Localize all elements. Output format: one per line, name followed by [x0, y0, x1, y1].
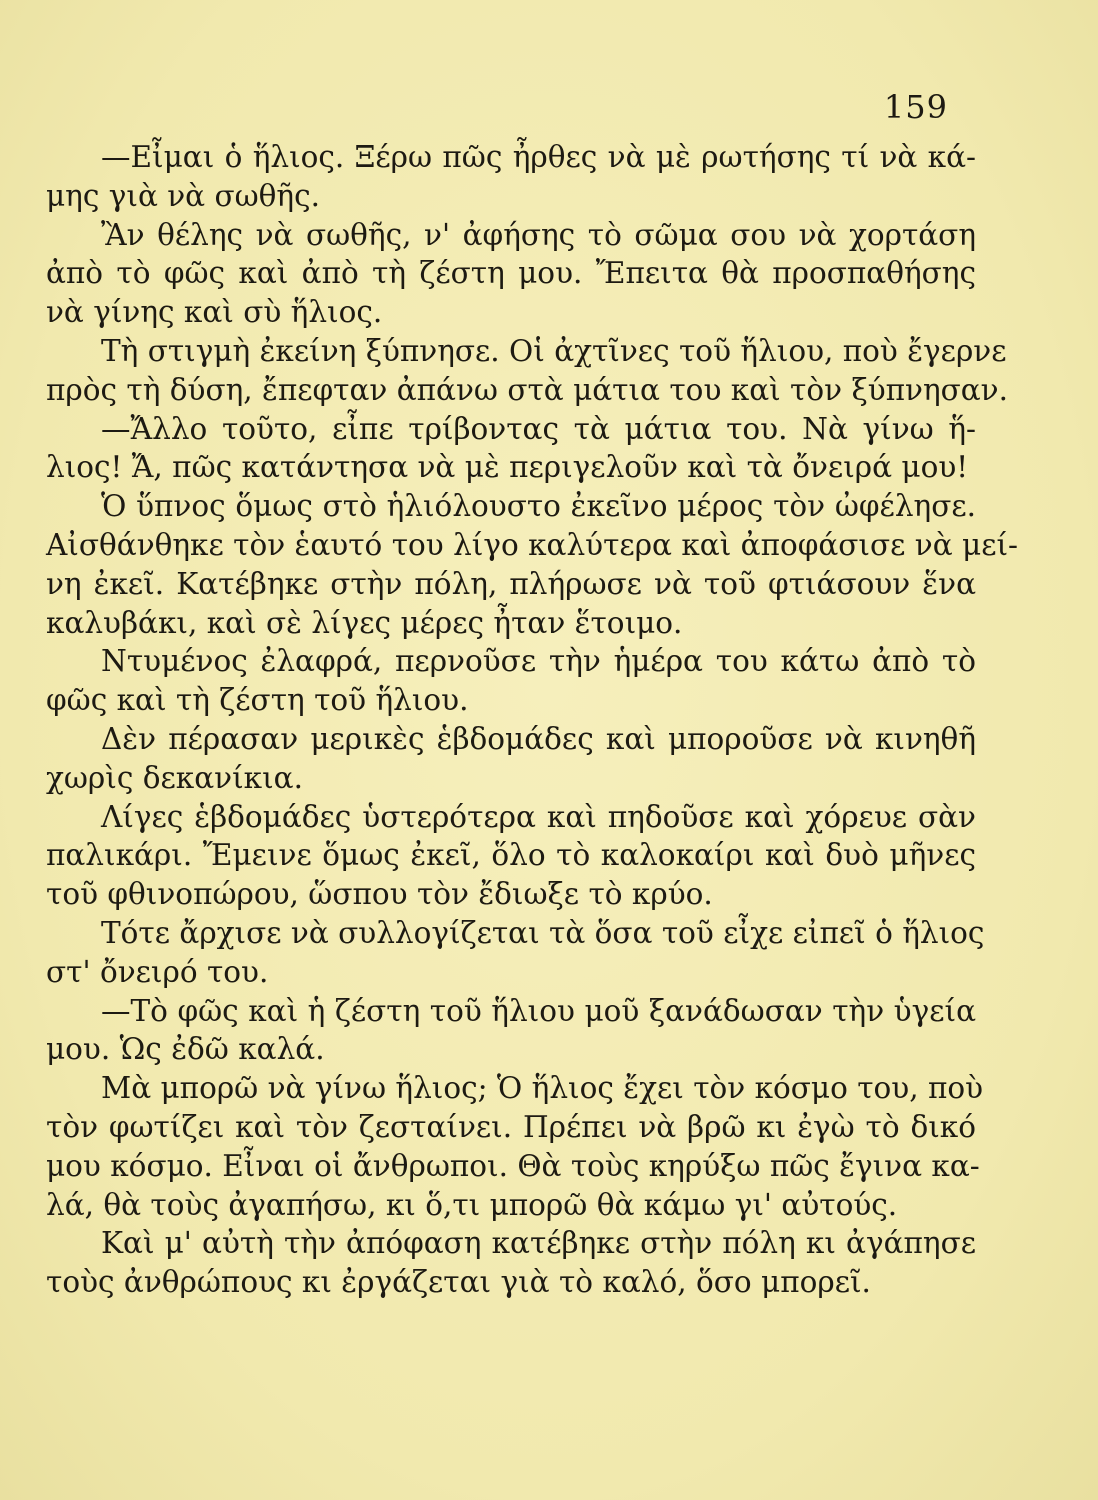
text-line: καλυβάκι, καὶ σὲ λίγες μέρες ἦταν ἕτοιμο. — [46, 605, 683, 640]
text-line: τοῦ φθινοπώρου, ὥσπου τὸν ἔδιωξε τὸ κρύο. — [46, 877, 713, 912]
text-line: Ἂν θέλης νὰ σωθῆς, ν' ἀφήσης τὸ σῶμα σου νὰ χορτάση — [101, 217, 976, 252]
text-line: —Τὸ φῶς καὶ ἡ ζέστη τοῦ ἥλιου μοῦ ξανάδωσαν τὴν ὑγεία — [101, 993, 976, 1028]
text-line: πρὸς τὴ δύση, ἔπεφταν ἀπάνω στὰ μάτια του καὶ τὸν ξύπνησαν. — [46, 372, 1008, 407]
text-line: τοὺς ἀνθρώπους κι ἐργάζεται γιὰ τὸ καλό, ὅσο μπορεῖ. — [46, 1265, 871, 1300]
text-line: ἀπὸ τὸ φῶς καὶ ἀπὸ τὴ ζέστη μου. Ἔπειτα θὰ προσπαθήσης — [46, 256, 976, 291]
text-line: Δὲν πέρασαν μερικὲς ἑβδομάδες καὶ μποροῦσε νὰ κινηθῆ — [101, 721, 976, 756]
text-line: Μὰ μπορῶ νὰ γίνω ἥλιος; Ὁ ἥλιος ἔχει τὸν κόσμο του, ποὺ — [101, 1071, 984, 1106]
text-line: —Ἄλλο τοῦτο, εἶπε τρίβοντας τὰ μάτια του. Νὰ γίνω ἥ- — [101, 411, 976, 446]
text-line: Αἰσθάνθηκε τὸν ἑαυτό του λίγο καλύτερα καὶ ἀποφάσισε νὰ μεί- — [46, 527, 1019, 562]
text-line: Τότε ἄρχισε νὰ συλλογίζεται τὰ ὅσα τοῦ εἶχε εἰπεῖ ὁ ἥλιος — [101, 915, 985, 950]
text-line: νη ἐκεῖ. Κατέβηκε στὴν πόλη, πλήρωσε νὰ τοῦ φτιάσουν ἕνα — [46, 566, 976, 601]
text-line: φῶς καὶ τὴ ζέστη τοῦ ἥλιου. — [46, 683, 469, 718]
text-line: μου. Ὡς ἐδῶ καλά. — [46, 1032, 325, 1067]
text-line: μης γιὰ νὰ σωθῆς. — [46, 178, 320, 213]
text-line: Ντυμένος ἐλαφρά, περνοῦσε τὴν ἡμέρα του κάτω ἀπὸ τὸ — [101, 644, 976, 679]
text-line: μου κόσμο. Εἶναι οἱ ἄνθρωποι. Θὰ τοὺς κηρύξω πῶς ἔγινα κα- — [46, 1148, 980, 1183]
text-line: τὸν φωτίζει καὶ τὸν ζεσταίνει. Πρέπει νὰ βρῶ κι ἐγὼ τὸ δικό — [46, 1109, 976, 1144]
text-line: Τὴ στιγμὴ ἐκείνη ξύπνησε. Οἱ ἀχτῖνες τοῦ ἥλιου, ποὺ ἔγερνε — [101, 333, 1007, 368]
page-number: 159 — [883, 88, 948, 126]
text-line: Λίγες ἑβδομάδες ὑστερότερα καὶ πηδοῦσε καὶ χόρευε σὰν — [101, 799, 976, 834]
text-line: λά, θὰ τοὺς ἀγαπήσω, κι ὅ,τι μπορῶ θὰ κάμω γι' αὐτούς. — [46, 1187, 898, 1222]
text-line: στ' ὄνειρό του. — [46, 954, 269, 989]
text-line: λιος! Ἄ, πῶς κατάντησα νὰ μὲ περιγελοῦν καὶ τὰ ὄνειρά μου! — [46, 450, 969, 485]
text-line: χωρὶς δεκανίκια. — [46, 760, 303, 795]
body-text — [46, 138, 1019, 1302]
text-line: παλικάρι. Ἔμεινε ὅμως ἐκεῖ, ὅλο τὸ καλοκαίρι καὶ δυὸ μῆνες — [46, 838, 976, 873]
text-line: νὰ γίνης καὶ σὺ ἥλιος. — [46, 295, 383, 330]
text-line: Καὶ μ' αὐτὴ τὴν ἀπόφαση κατέβηκε στὴν πόλη κι ἀγάπησε — [101, 1226, 976, 1261]
text-line: —Εἶμαι ὁ ἥλιος. Ξέρω πῶς ἦρθες νὰ μὲ ρωτήσης τί νὰ κά- — [101, 140, 976, 174]
text-line: Ὁ ὕπνος ὅμως στὸ ἡλιόλουστο ἐκεῖνο μέρος τὸν ὠφέλησε. — [101, 489, 976, 524]
